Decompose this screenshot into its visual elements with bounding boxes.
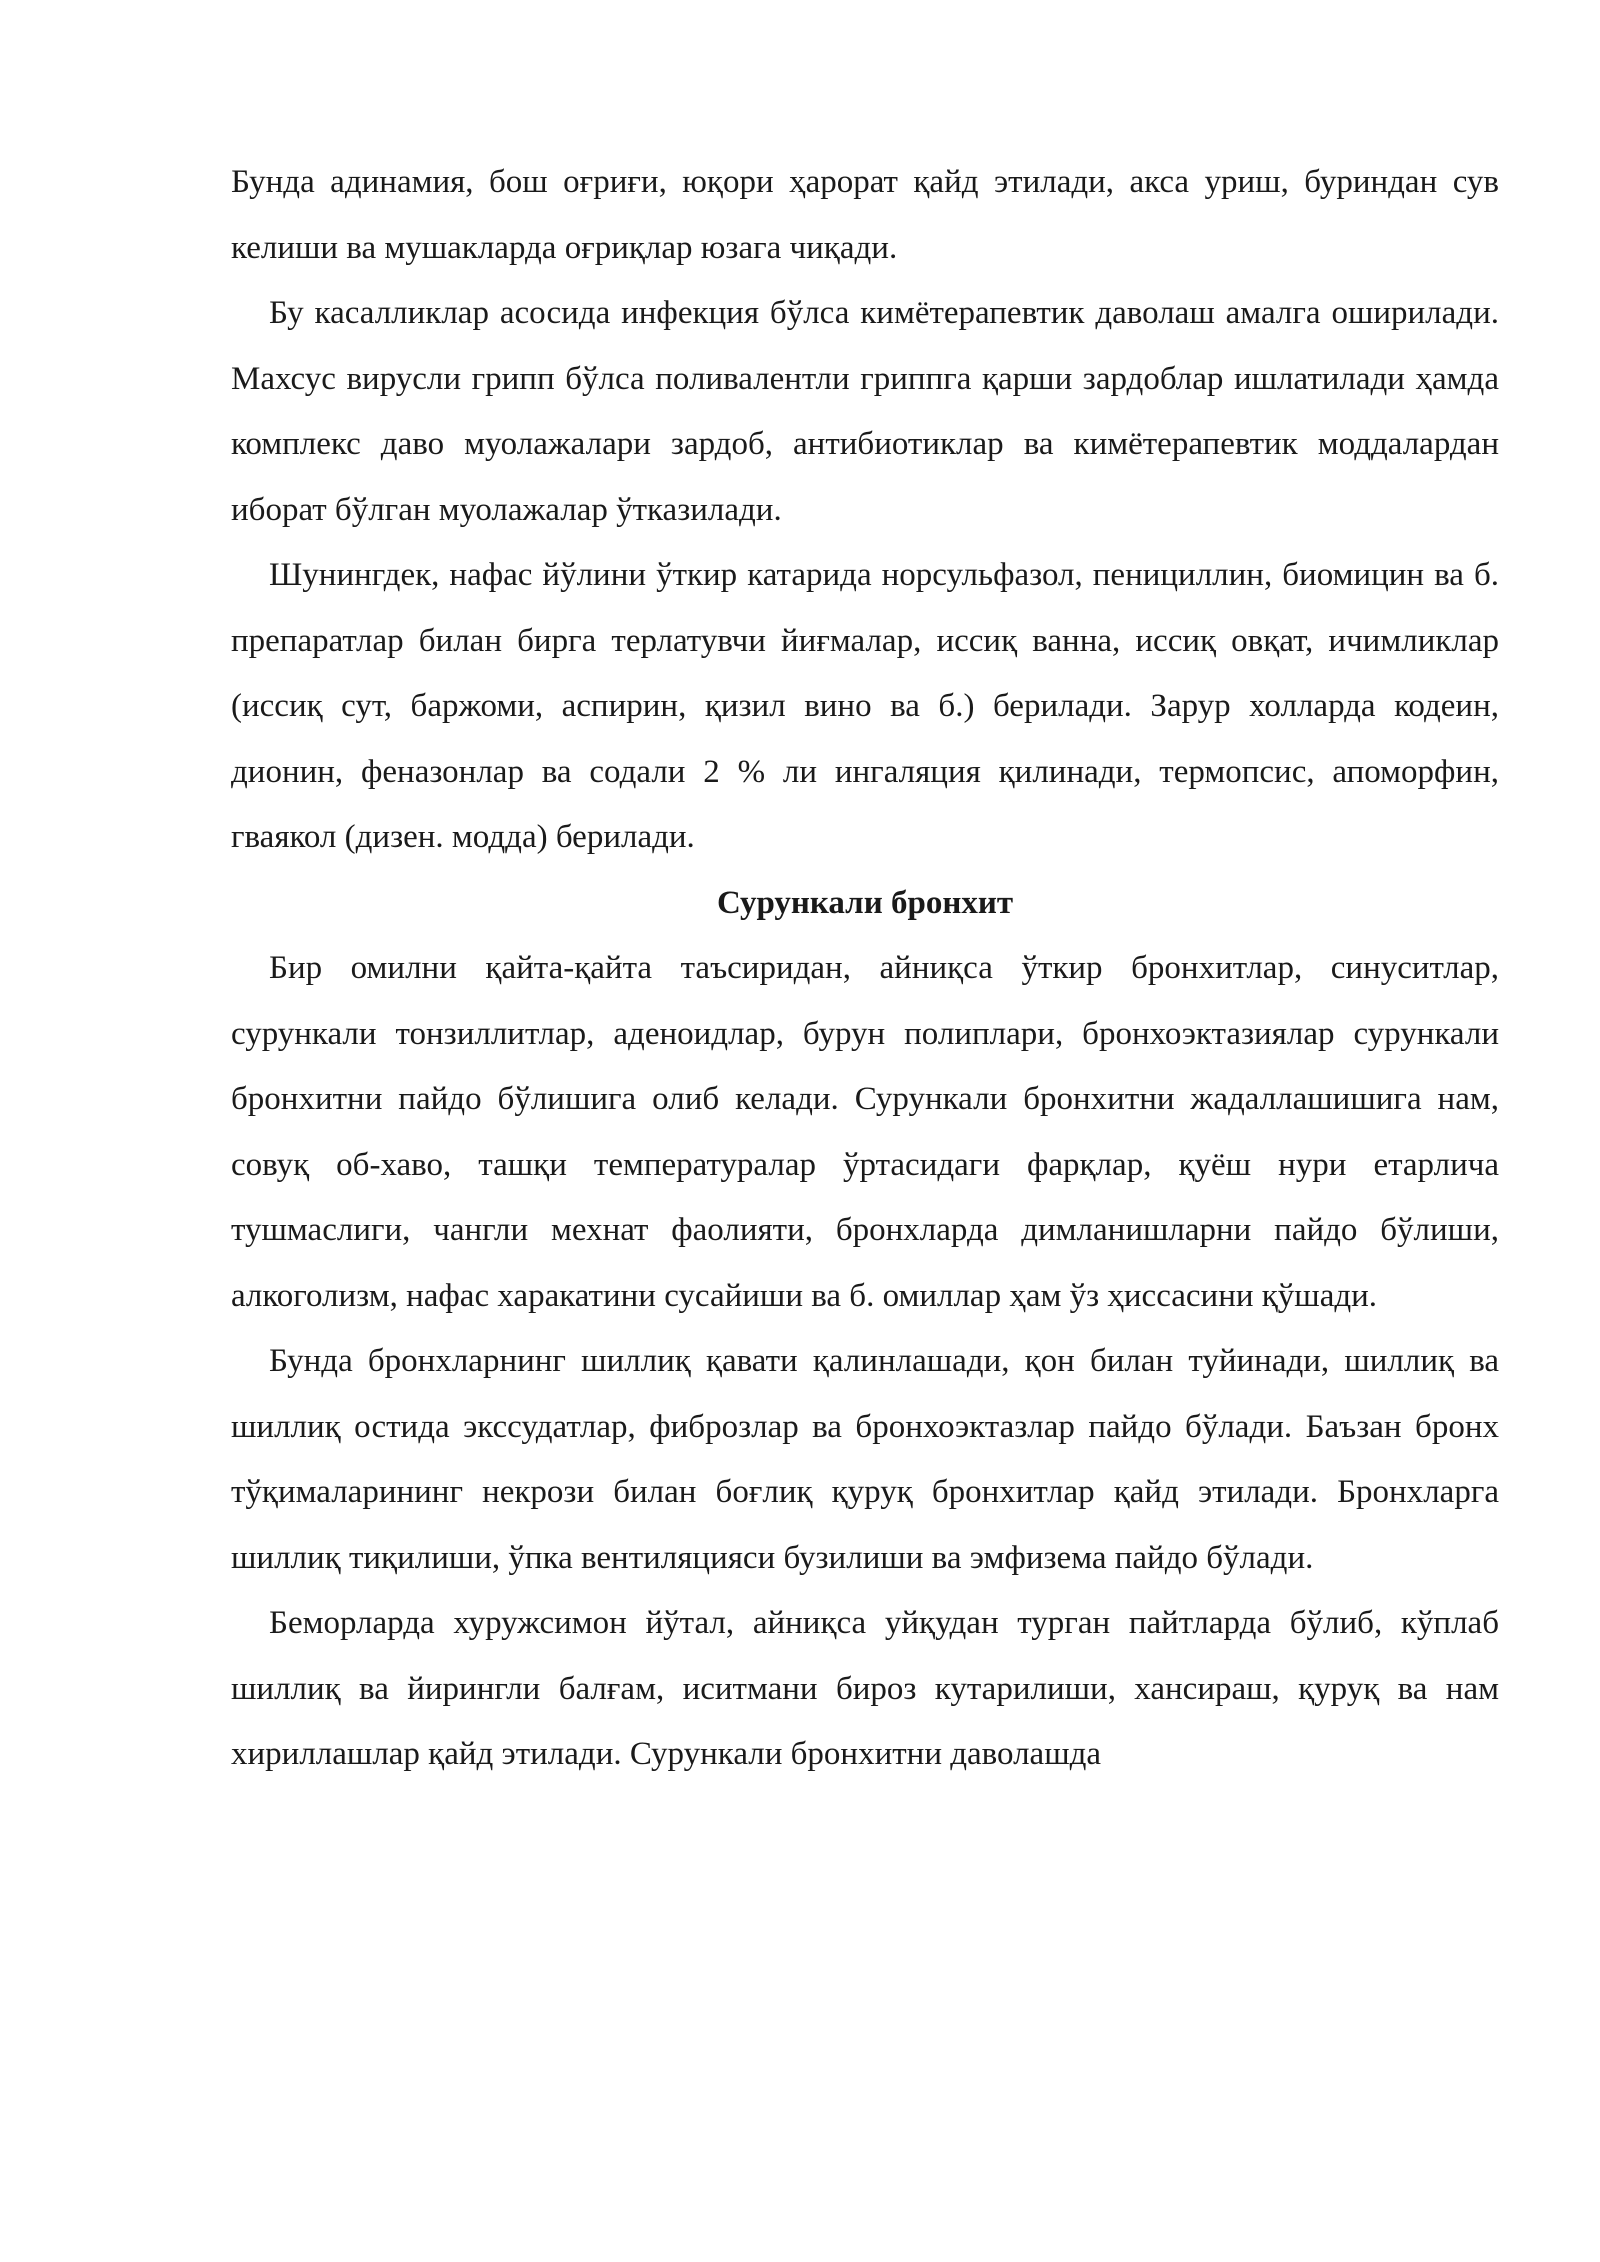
document-page [231, 150, 1499, 1788]
paragraph-symptoms: Бунда адинамия, бош оғриғи, юқори ҳарорат қайд этилади, акса уриш, буриндан сув келиши ва мушакларда оғриқлар юзага чиқади. [231, 164, 1499, 266]
paragraph-chronic-causes: Бир омилни қайта-қайта таъсиридан, айниқса ўткир бронхитлар, синуситлар, сурункали тонзиллитлар, аденоидлар, бурун полиплари, бронхоэктазиялар сурункали бронхитни пайдо бўлишига олиб келади. Сурункали бронхитни жадаллашишига нам, совуқ об-хаво, ташқи температуралар ўртасидаги фарқлар, қуёш нури етарлича тушмаслиги, чангли мехнат фаолияти, бронхларда димланишларни пайдо бўлиши, алкоголизм, нафас харакатини сусайиши ва б. омиллар ҳам ўз ҳиссасини қўшади. [231, 950, 1499, 1314]
paragraph-chronic-pathology: Бунда бронхларнинг шиллиқ қавати қалинлашади, қон билан туйинади, шиллиқ ва шиллиқ остида экссудатлар, фиброзлар ва бронхоэктазлар пайдо бўлади. Баъзан бронх тўқималарининг некрози билан боғлиқ қуруқ бронхитлар қайд этилади. Бронхларга шиллиқ тиқилиши, ўпка вентиляцияси бузилиши ва эмфизема пайдо бўлади. [231, 1343, 1499, 1576]
section-heading: Сурункали бронхит [716, 884, 1014, 921]
paragraph-medications: Шунингдек, нафас йўлини ўткир катарида норсульфазол, пенициллин, биомицин ва б. препаратлар билан бирга терлатувчи йиғмалар, иссиқ ванна, иссиқ овқат, ичимликлар (иссиқ сут, баржоми, аспирин, қизил вино ва б.) берилади. Зарур холларда кодеин, дионин, феназонлар ва содали 2 % ли ингаляция қилинади, термопсис, апоморфин, гваякол (дизен. модда) берилади. [231, 557, 1499, 855]
paragraph-treatment: Бу касалликлар асосида инфекция бўлса кимётерапевтик даволаш амалга оширилади. Махсус вирусли грипп бўлса поливалентли гриппга қарши зардоблар ишлатилади ҳамда комплекс даво муолажалари зардоб, антибиотиклар ва кимётерапевтик моддалардан иборат бўлган муолажалар ўтказилади. [231, 295, 1499, 528]
paragraph-chronic-symptoms: Беморларда хуружсимон йўтал, айниқса уйқудан турган пайтларда бўлиб, кўплаб шиллиқ ва йирингли балғам, иситмани бироз кутарилиши, хансираш, қуруқ ва нам хириллашлар қайд этилади. Сурункали бронхитни даволашда [231, 1605, 1499, 1772]
